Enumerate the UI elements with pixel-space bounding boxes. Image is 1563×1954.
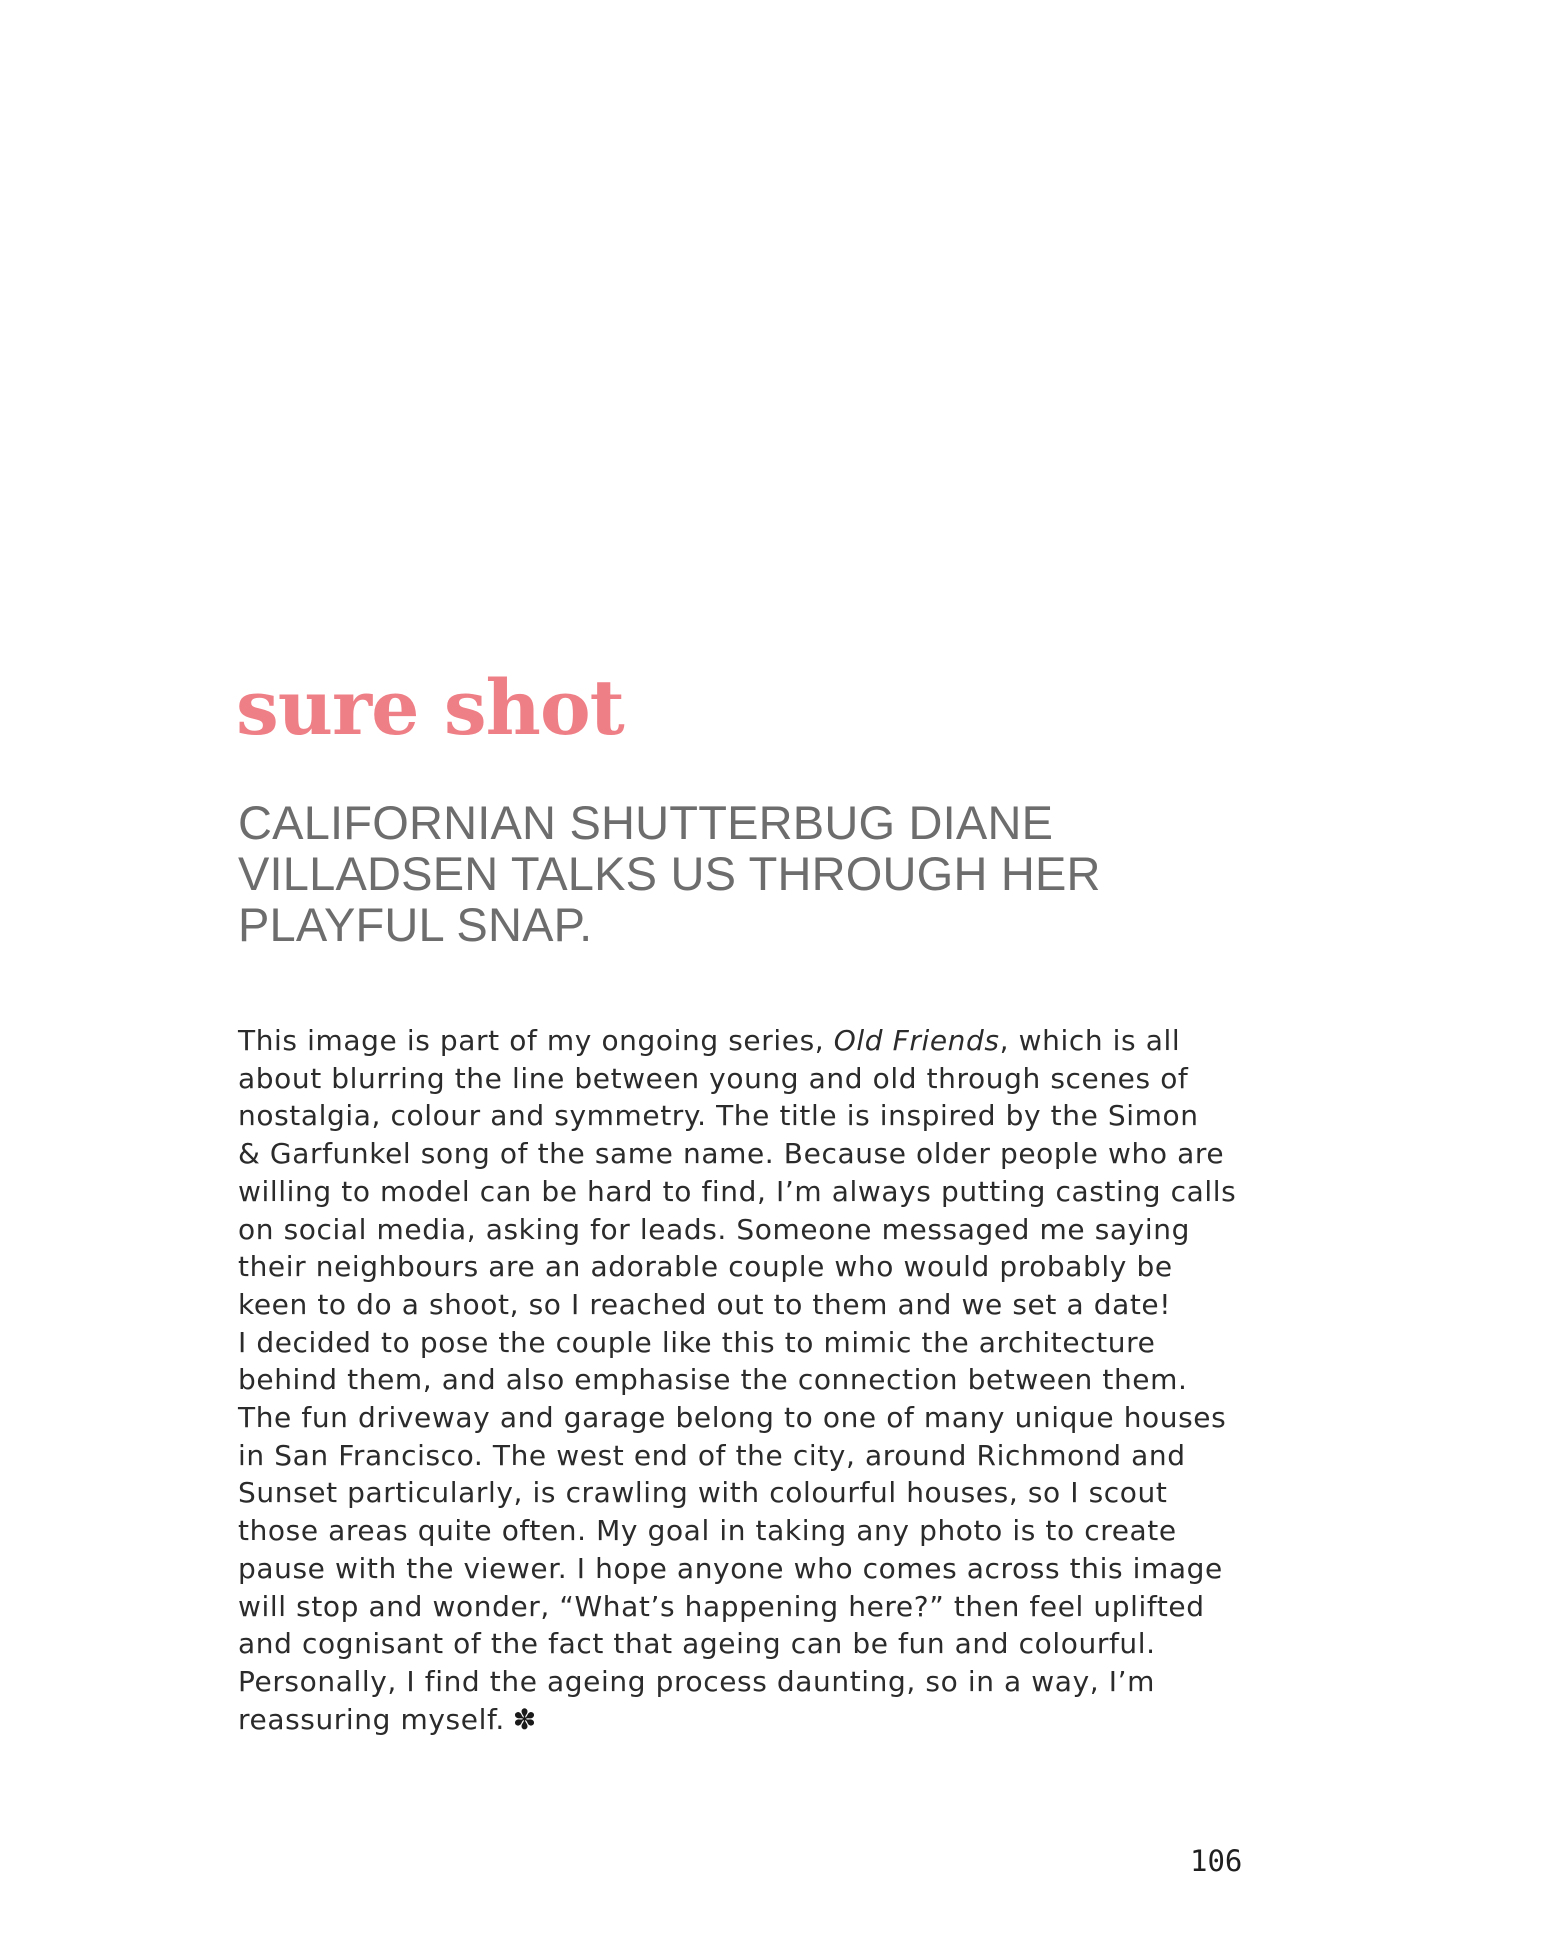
body-line: on social media, asking for leads. Someone messaged me saying [238,1212,1190,1246]
body-line: pause with the viewer. I hope anyone who comes across this image [238,1551,1223,1585]
body-line: Personally, I find the ageing process daunting, so in a way, I’m [238,1664,1155,1698]
body-line: I decided to pose the couple like this to mimic the architecture [238,1325,1156,1359]
article-body [238,1022,1237,1738]
body-line: willing to model can be hard to find, I’m always putting casting calls [238,1174,1237,1208]
body-line: about blurring the line between young and old through scenes of [238,1061,1189,1095]
body-text-segment: , which is all [999,1024,1181,1057]
body-line: behind them, and also emphasise the connection between them. [238,1363,1188,1397]
body-line: will stop and wonder, “What’s happening here?” then feel uplifted [238,1589,1205,1623]
body-line [238,1022,1181,1060]
article-subtitle [238,797,1138,950]
body-line [238,1701,1178,1739]
body-line: in San Francisco. The west end of the city, around Richmond and [238,1438,1186,1472]
body-line: those areas quite often. My goal in taking any photo is to create [238,1514,1177,1548]
body-line: and cognisant of the fact that ageing can be fun and colourful. [238,1627,1156,1661]
subtitle-line: PLAYFUL SNAP. [238,898,593,951]
subtitle-line: CALIFORNIAN SHUTTERBUG DIANE [238,796,1054,849]
subtitle-line: VILLADSEN TALKS US THROUGH HER [238,847,1101,900]
body-text-segment: This image is part of my ongoing series, [238,1024,834,1057]
body-line: nostalgia, colour and symmetry. The title is inspired by the Simon [238,1099,1199,1133]
body-line: The fun driveway and garage belong to one of many unique houses [238,1401,1227,1435]
body-line: Sunset particularly, is crawling with colourful houses, so I scout [238,1476,1168,1510]
flower-end-mark-icon: ✽ [512,1702,537,1736]
body-text-segment: reassuring myself. [238,1702,505,1736]
body-line: their neighbours are an adorable couple who would probably be [238,1250,1173,1284]
article-title: sure shot [236,663,624,752]
body-line: & Garfunkel song of the same name. Because older people who are [238,1137,1225,1171]
series-title: Old Friends [833,1024,1000,1057]
page-number: 106 [1190,1844,1243,1878]
body-line: keen to do a shoot, so I reached out to them and we set a date! [238,1287,1172,1321]
